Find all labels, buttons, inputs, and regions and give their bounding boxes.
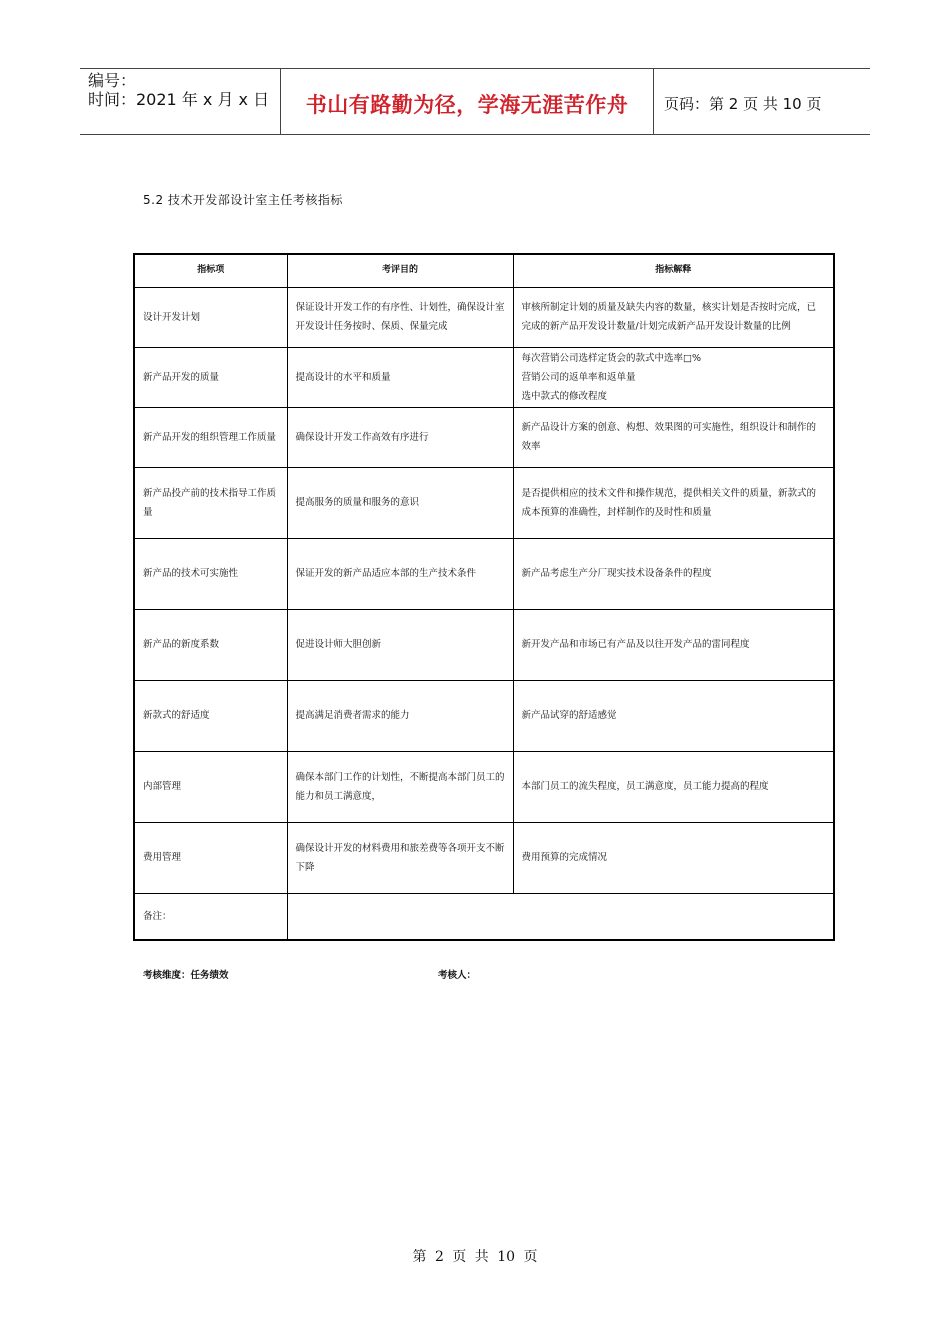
purpose-cell: 促进设计师大胆创新 [287,609,513,680]
header-item: 指标项 [134,254,287,287]
time-label: 时间：2021 年 x 月 x 日 [88,90,270,109]
remarks-label: 备注： [134,893,287,940]
explain-line: 本部门员工的流失程度，员工满意度，员工能力提高的程度 [521,781,769,792]
item-cell: 新产品开发的质量 [134,347,287,407]
explain-line: 新产品设计方案的创意、构想、效果图的可实施性，组织设计和制作的效率 [521,422,817,452]
item-cell: 设计开发计划 [134,287,287,347]
explain-line: 是否提供相应的技术文件和操作规范，提供相关文件的质量，新款式的成本预算的准确性，封样制作的及时性和质量 [521,487,817,518]
number-label: 编号： [88,71,137,90]
item-cell: 新产品开发的组织管理工作质量 [134,407,287,467]
section-title: 5.2 技术开发部设计室主任考核指标 [143,193,343,207]
purpose-cell: 保证设计开发工作的有序性、计划性，确保设计室开发设计任务按时、保质、保量完成 [287,287,513,347]
assessor-label: 考核人： [438,970,477,981]
explain-cell [513,538,834,609]
explain-line: 新开发产品和市场已有产品及以往开发产品的雷同程度 [521,639,750,650]
table-row [134,287,834,347]
page-number: 第 2 页 共 10 页 [412,1249,538,1265]
explain-line: 选中款式的修改程度 [521,390,608,402]
purpose-cell: 提高设计的水平和质量 [287,347,513,407]
explain-cell [513,609,834,680]
remarks-row [134,893,834,940]
explain-cell [513,680,834,751]
explain-cell [513,287,834,347]
explain-cell [513,751,834,822]
table-row [134,751,834,822]
page-info: 页码：第 2 页 共 10 页 [664,95,822,113]
purpose-cell: 确保设计开发的材料费用和旅差费等各项开支不断下降 [287,822,513,893]
explain-line: 新产品试穿的舒适感觉 [521,710,617,721]
header-explain: 指标解释 [513,254,834,287]
purpose-cell: 保证开发的新产品适应本部的生产技术条件 [287,538,513,609]
remarks-cell [287,893,834,940]
explain-line: 费用预算的完成情况 [521,852,608,863]
item-cell: 费用管理 [134,822,287,893]
motto: 书山有路勤为径，学海无涯苦作舟 [305,91,629,117]
kpi-table [133,253,835,941]
explain-line: 营销公司的返单率和返单量 [521,371,636,383]
table-row [134,467,834,538]
table-row [134,680,834,751]
item-cell: 内部管理 [134,751,287,822]
table-row [134,347,834,407]
item-cell: 新款式的舒适度 [134,680,287,751]
explain-line: 审核所制定计划的质量及缺失内容的数量，核实计划是否按时完成，已完成的新产品开发设计数量/计划完成新产品开发设计数量的比例 [521,302,817,332]
explain-line: 新产品考虑生产分厂现实技术设备条件的程度 [521,568,712,579]
header-purpose: 考评目的 [287,254,513,287]
table-row [134,822,834,893]
item-cell: 新产品投产前的技术指导工作质量 [134,467,287,538]
purpose-cell: 提高满足消费者需求的能力 [287,680,513,751]
table-row [134,407,834,467]
explain-cell [513,467,834,538]
explain-cell [513,407,834,467]
header-motto-cell [281,69,654,134]
explain-cell [513,347,834,407]
header-meta [80,69,281,134]
explain-cell [513,822,834,893]
page-header [80,68,870,135]
purpose-cell: 提高服务的质量和服务的意识 [287,467,513,538]
table-row [134,609,834,680]
purpose-cell: 确保本部门工作的计划性，不断提高本部门员工的能力和员工满意度， [287,751,513,822]
explain-line: 每次营销公司选样定货会的款式中选率□% [521,352,702,364]
item-cell: 新产品的技术可实施性 [134,538,287,609]
purpose-cell: 确保设计开发工作高效有序进行 [287,407,513,467]
assessment-dimension: 考核维度：任务绩效 [143,970,229,981]
table-row [134,538,834,609]
table-header-row [134,254,834,287]
item-cell: 新产品的新度系数 [134,609,287,680]
